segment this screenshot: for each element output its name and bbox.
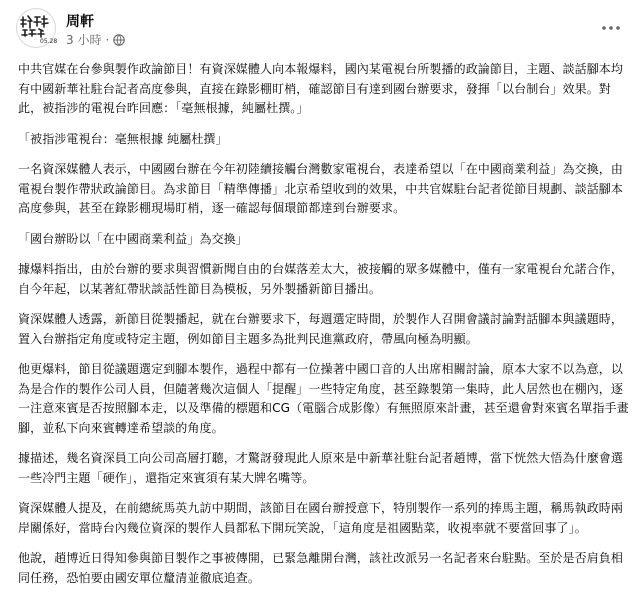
post-body [18,60,630,599]
post-paragraph: 據爆料指出，由於台辦的要求與習慣新聞自由的台媒落差太大，被接觸的眾多媒體中，僅有一家電視台允諾合作，自今年起，以某著紅帶狀談話性節目為模板，另外製播新節目播出。 [18,262,624,296]
post-paragraph: 他更爆料，節目從議題選定到腳本製作，過程中都有一位操著中國口音的人出席相關討論，原本大家不以為意，以為是合作的製作公司人員，但隨著幾次這個人「提醒」一些特定角度，甚至錄製第一集時，此人居然也在棚內，逐一注意來賓是否按照腳本走，以及準備的標題和CG（電腦合成影像）有無照原來計畫，甚至還會對來賓名單指手畫腳，並私下向來賓轉達希望談的角度。 [18,362,629,435]
calligraphy-logo-icon [17,9,58,47]
post-paragraph: 中共官媒在台參與製作政論節目！有資深媒體人向本報爆料，國內某電視台所製播的政論節目，主題、談話腳本均有中國新華社駐台記者高度參與，直接在錄影棚盯梢，確認節目有達到國台辦要求，發揮「以台制台」效果。對此，被指涉的電視台昨回應：「毫無根據，純屬杜撰。」 [18,62,624,115]
author-name[interactable]: 周軒 [66,14,94,30]
globe-icon[interactable] [113,34,125,46]
post-subheading: 「被指涉電視台：毫無根據 純屬杜撰」 [18,131,228,146]
post-paragraph: 資深媒體人透露，新節目從製播起，就在台辦要求下，每週選定時間，於製作人召開會議討論對話腳本與議題時，置入台辦指定角度或特定主題，例如節目主題多為批判民進黨政府，帶風向極為明顯。 [18,312,624,346]
post-paragraph: 一名資深媒體人表示，中國國台辦在今年初陸續接觸台灣數家電視台，表達希望以「在中國商業利益」為交換，由電視台製作帶狀政論節目。為求節目「精準傳播」北京希望收到的效果，中共官媒駐台記者從節目規劃、談話腳本高度參與，甚至在錄影棚現場盯梢，逐一確認每個環節都達到台辦要求。 [18,162,624,215]
post-meta [66,31,125,48]
post-subheading: 「國台辦盼以「在中國商業利益」為交換」 [18,231,248,246]
post-paragraph: 資深媒體人提及，在前總統馬英九訪中期間，該節目在國台辦授意下，特別製作一系列的捧馬主題，稱馬執政時兩岸關係好，當時台內幾位資深的製作人員都私下開玩笑說，「這角度是祖國點菜，收視率就不要當回事了」。 [18,501,624,535]
post-paragraph: 他說，趙博近日得知參與節目製作之事被傳開，已緊急離開台灣，該社改派另一名記者來台駐點。至於是否肩負相同任務，恐怕要由國安單位釐清並徹底追查。 [18,551,624,585]
more-options-button[interactable] [597,14,625,42]
meta-separator: · [105,32,110,47]
author-avatar[interactable] [16,8,56,48]
post-header [0,0,639,62]
avatar-caption: 05.28 [40,38,58,45]
more-options-icon [602,26,620,30]
post-time[interactable]: 3 小時 [66,33,102,47]
post-paragraph: 據描述，幾名資深員工向公司高層打聽，才驚訝發現此人原來是中新華社駐台記者趙博，當下恍然大悟為什麼會選一些冷門主題「硬作」，還指定來賓須有某大牌名嘴等。 [18,451,624,485]
